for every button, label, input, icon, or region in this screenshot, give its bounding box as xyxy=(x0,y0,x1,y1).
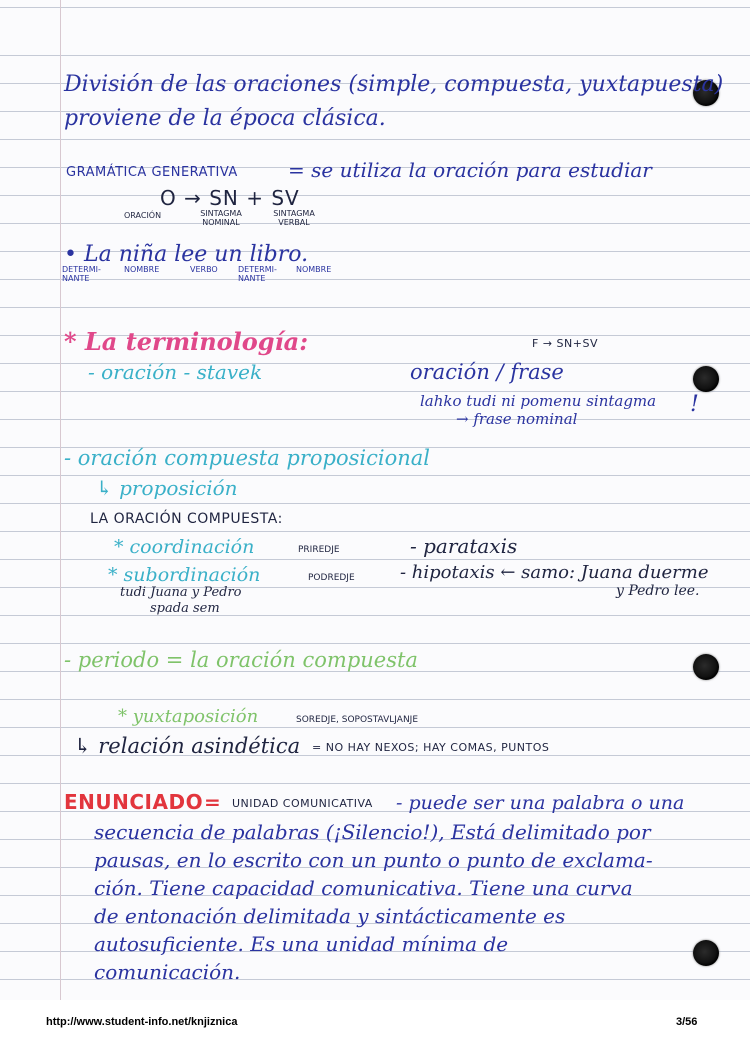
term-heading: ENUNCIADO xyxy=(64,790,204,814)
note-line: tudi Juana y Pedro xyxy=(120,585,242,600)
note-line: ción. Tiene capacidad comunicativa. Tiene una curva xyxy=(94,876,633,900)
note-line: → frase nominal xyxy=(456,410,578,428)
note-line: comunicación. xyxy=(94,960,241,984)
note-line: * coordinación xyxy=(114,536,255,558)
note-line: ↳ relación asindética xyxy=(74,734,301,758)
example-label: VERBO xyxy=(190,265,218,274)
generative-label: GRAMÁTICA GENERATIVA xyxy=(66,165,238,180)
punch-hole xyxy=(693,654,719,680)
punch-hole xyxy=(693,366,719,392)
subheading: LA ORACIÓN COMPUESTA: xyxy=(90,511,283,527)
slovene-term: PODREDJE xyxy=(308,573,355,583)
note-line: spada sem xyxy=(150,601,220,616)
note-line: - oración compuesta proposicional xyxy=(64,446,431,470)
example-label: DETERMI- NANTE xyxy=(62,265,101,283)
example-label: NOMBRE xyxy=(124,265,160,274)
formula: F → SN+SV xyxy=(532,337,598,350)
example-label: DETERMI- NANTE xyxy=(238,265,277,283)
note-line: - puede ser una palabra o una xyxy=(396,792,685,814)
note-line: oración / frase xyxy=(410,360,564,384)
note-line: División de las oraciones (simple, compuesta, yuxtapuesta) xyxy=(64,72,724,97)
note-line: secuencia de palabras (¡Silencio!), Está delimitado por xyxy=(94,820,651,844)
example-sentence: • La niña lee un libro. xyxy=(64,242,309,267)
page-number: 3/56 xyxy=(676,1016,698,1028)
formula: O → SN + SV xyxy=(160,186,300,210)
note-line: - hipotaxis ← samo: Juana duerme xyxy=(400,562,709,583)
note-line: de entonación delimitada y sintácticamente es xyxy=(94,904,566,928)
note-line: proviene de la época clásica. xyxy=(64,106,386,131)
section-heading: * La terminología: xyxy=(64,327,309,356)
slovene-term: SOREDJE, SOPOSTAVLJANJE xyxy=(296,715,419,725)
note-line: y Pedro lee. xyxy=(616,583,700,599)
note-line: - parataxis xyxy=(410,534,518,558)
note-line: = NO HAY NEXOS; HAY COMAS, PUNTOS xyxy=(312,741,550,754)
note-line: - oración - stavek xyxy=(88,360,263,384)
exclamation: ! xyxy=(690,392,699,417)
formula-label: SINTAGMA VERBAL xyxy=(273,209,315,227)
note-line: pausas, en lo escrito con un punto o punto de exclama- xyxy=(94,848,653,872)
example-label: NOMBRE xyxy=(296,265,332,274)
subheading: UNIDAD COMUNICATIVA xyxy=(232,797,373,810)
punch-hole xyxy=(693,940,719,966)
note-line: * subordinación xyxy=(108,564,261,586)
margin-line xyxy=(60,0,61,1000)
formula-label: ORACIÓN xyxy=(124,211,162,220)
slovene-term: PRIREDJE xyxy=(298,545,340,555)
note-line: = se utiliza la oración para estudiar xyxy=(288,158,652,182)
formula-label: SINTAGMA NOMINAL xyxy=(200,209,242,227)
note-line: lahko tudi ni pomenu sintagma xyxy=(420,392,657,410)
footer-url[interactable]: http://www.student-info.net/knjiznica xyxy=(46,1016,238,1028)
equals-sign: = xyxy=(204,790,221,814)
note-line: - periodo = la oración compuesta xyxy=(64,648,418,672)
note-line: ↳ proposición xyxy=(96,476,238,500)
note-line: autosuficiente. Es una unidad mínima de xyxy=(94,932,509,956)
note-line: * yuxtaposición xyxy=(118,706,259,727)
